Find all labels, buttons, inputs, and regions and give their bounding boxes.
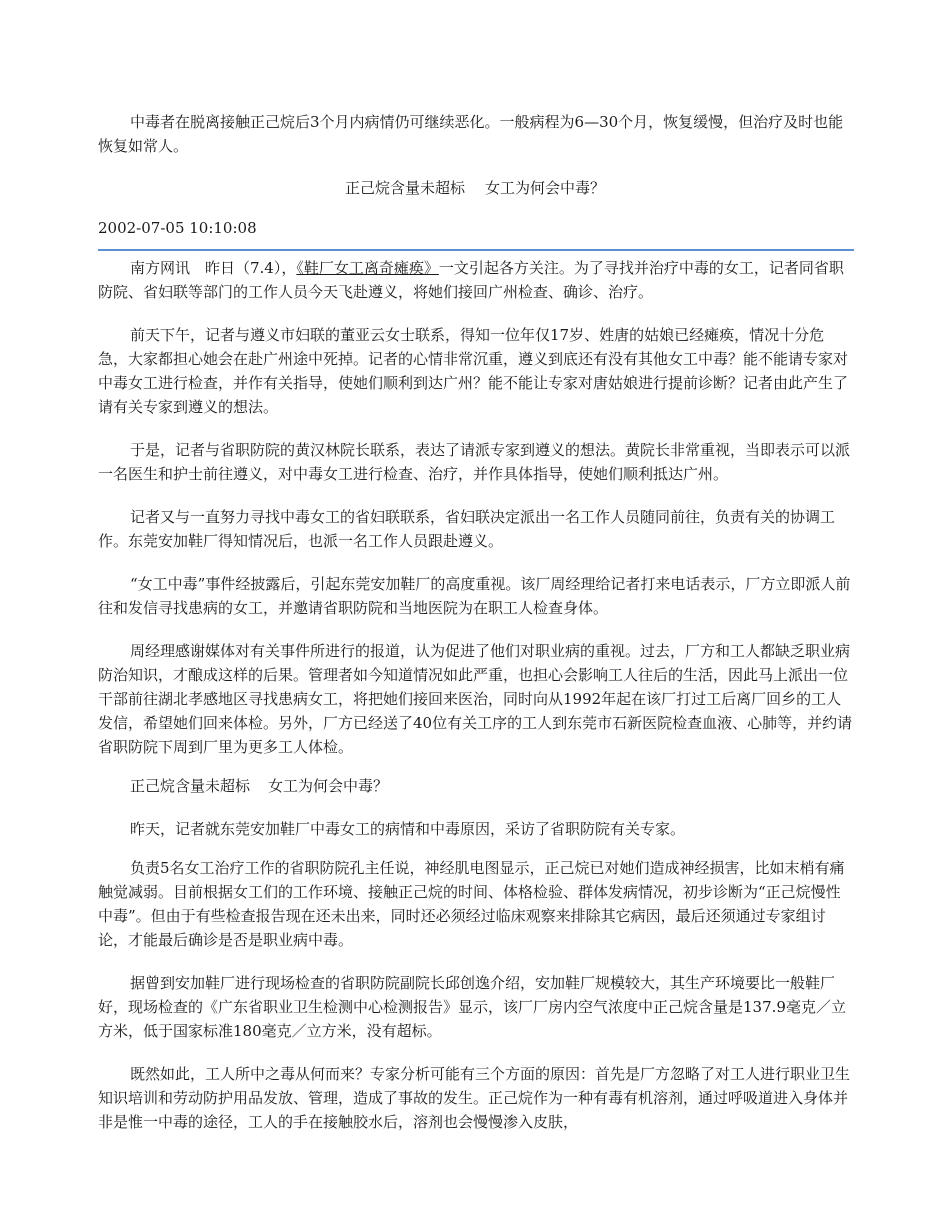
paragraph-10: 既然如此，工人所中之毒从何而来？专家分析可能有三个方面的原因：首先是厂方忽略了对工人进行职业卫生知识培训和劳动防护用品发放、管理，造成了事故的发生。正己烷作为一种有毒有机溶剂，通过呼吸道进入身体并非是惟一中毒的途径，工人的手在接触胶水后，溶剂也会慢慢渗入皮肤， <box>98 1065 851 1131</box>
divider-line <box>98 249 854 251</box>
paragraph-3: 于是，记者与省职防院的黄汉林院长联系，表达了请派专家到遵义的想法。黄院长非常重视，当即表示可以派一名医生和护士前往遵义，对中毒女工进行检查、治疗，并作具体指导，使她们顺利抵达广州。 <box>98 441 851 483</box>
headline-part-2: 女工为何会中毒？ <box>485 179 606 197</box>
intro-paragraph: 中毒者在脱离接触正己烷后3个月内病情仍可继续恶化。一般病程为6—30个月，恢复缓慢，但治疗及时也能恢复如常人。 <box>98 113 844 155</box>
intro-section <box>98 110 854 158</box>
subheading <box>98 774 854 798</box>
paragraph-9: 据曾到安加鞋厂进行现场检查的省职防院副院长邱创逸介绍，安加鞋厂规模较大，其生产环境要比一般鞋厂好，现场检查的《广东省职业卫生检测中心检测报告》显示，该厂厂房内空气浓度中正己烷含量是137.9毫克／立方米，低于国家标准180毫克／立方米，没有超标。 <box>98 974 846 1040</box>
paragraph-1 <box>98 256 854 304</box>
paragraph-6: 周经理感谢媒体对有关事件所进行的报道，认为促进了他们对职业病的重视。过去，厂方和工人都缺乏职业病防治知识，才酿成这样的后果。管理者如今知道情况如此严重，也担心会影响工人往后的生活，因此马上派出一位干部前往湖北孝感地区寻找患病女工，将把她们接回来医治，同时向从1992年起在该厂打过工后离厂回乡的工人发信，希望她们回来体检。另外，厂方已经送了40位有关工序的工人到东莞市石新医院检查血液、心肺等，并约请省职防院下周到厂里为更多工人体检。 <box>98 642 853 756</box>
subheading-part-2: 女工为何会中毒？ <box>268 777 389 795</box>
article-headline <box>0 176 950 200</box>
headline-part-1: 正己烷含量未超标 <box>344 179 465 197</box>
paragraph-4: 记者又与一直努力寻找中毒女工的省妇联联系，省妇联决定派出一名工作人员随同前往，负责有关的协调工作。东莞安加鞋厂得知情况后，也派一名工作人员跟赴遵义。 <box>98 508 836 550</box>
paragraph-8: 负责5名女工治疗工作的省职防院孔主任说，神经肌电图显示，正己烷已对她们造成神经损害，比如末梢有痛触觉减弱。目前根据女工们的工作环境、接触正己烷的时间、体格检验、群体发病情况，初步诊断为“正己烷慢性中毒”。但由于有些检查报告现在还未出来，同时还必须经过临床观察来排除其它病因，最后还须通过专家组讨论，才能最后确诊是否是职业病中毒。 <box>98 859 845 949</box>
subheading-part-1: 正己烷含量未超标 <box>130 777 251 795</box>
article-body <box>98 256 854 1153</box>
paragraph-5: “女工中毒”事件经披露后，引起东莞安加鞋厂的高度重视。该厂周经理给记者打来电话表示，厂方立即派人前往和发信寻找患病的女工，并邀请省职防院和当地医院为在职工人检查身体。 <box>98 575 851 617</box>
article-link[interactable]: 《鞋厂女工离奇瘫痪》 <box>296 259 439 277</box>
paragraph-1-lead: 南方网讯 昨日（7.4）， <box>130 259 297 277</box>
publish-datetime: 2002-07-05 10:10:08 <box>98 219 257 237</box>
paragraph-1-rest: 一文引起各方关注。为了寻找并治疗中毒的女工，记者同省职防院、省妇联等部门的工作人员今天飞赴遵义，将她们接回广州检查、确诊、治疗。 <box>98 259 844 301</box>
paragraph-2: 前天下午，记者与遵义市妇联的董亚云女士联系，得知一位年仅17岁、姓唐的姑娘已经瘫痪，情况十分危急，大家都担心她会在赴广州途中死掉。记者的心情非常沉重，遵义到底还有没有其他女工中毒？能不能请专家对中毒女工进行检查，并作有关指导，使她们顺利到达广州？能不能让专家对唐姑娘进行提前诊断？记者由此产生了请有关专家到遵义的想法。 <box>98 326 849 416</box>
paragraph-7: 昨天，记者就东莞安加鞋厂中毒女工的病情和中毒原因，采访了省职防院有关专家。 <box>130 820 686 838</box>
